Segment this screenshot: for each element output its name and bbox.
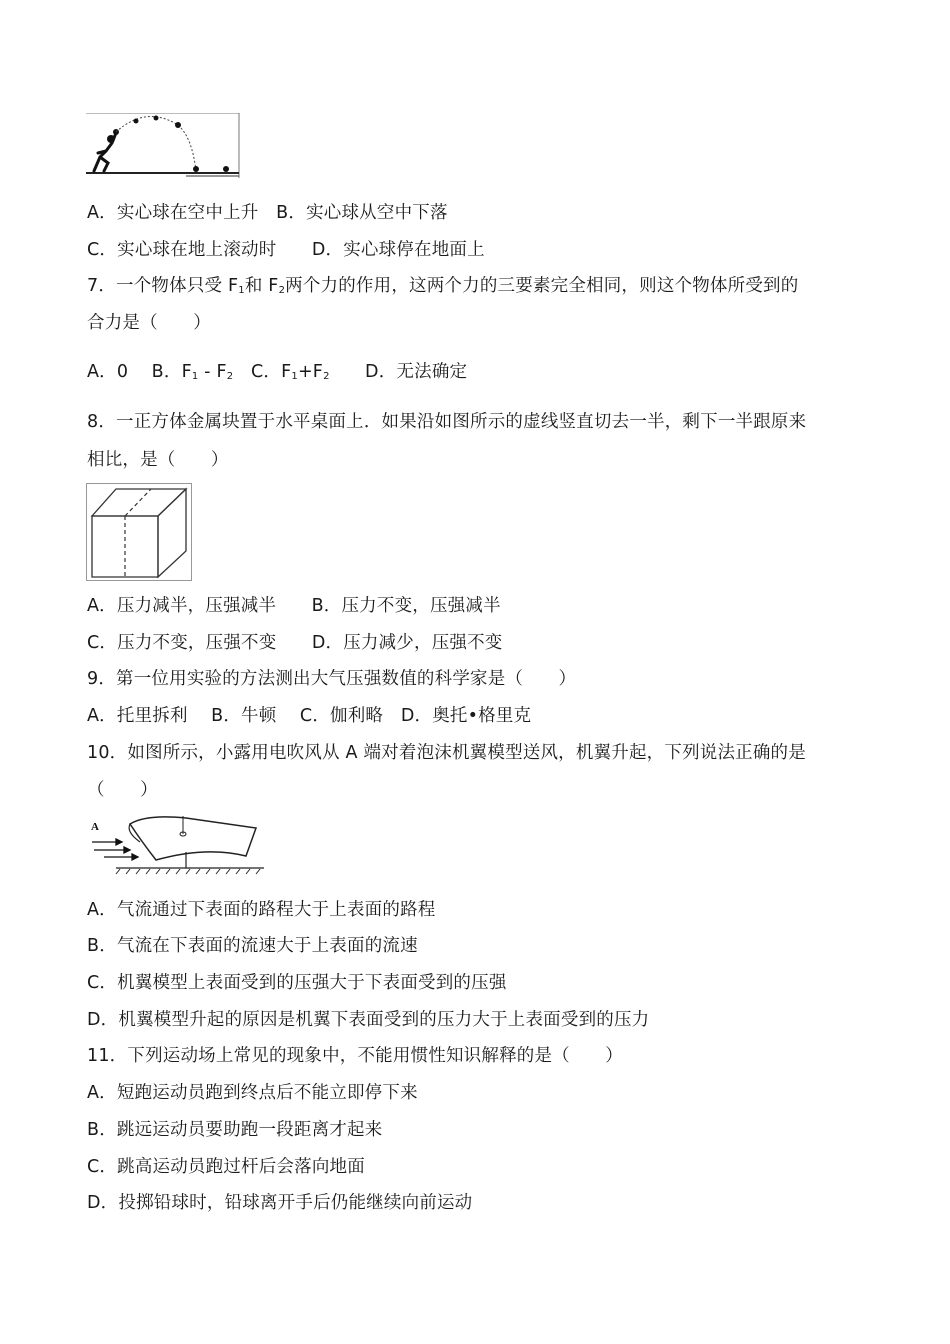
q10-option-d: D．机翼模型升起的原因是机翼下表面受到的压力大于上表面受到的压力 [87, 1010, 650, 1030]
q8-options-cd: C．压力不变，压强不变 D．压力减少，压强不变 [87, 633, 503, 653]
q7-stem-line1 [87, 274, 798, 303]
q7-option-ab: A．0 B．F [87, 362, 192, 382]
q10-stem-line2: （ ） [87, 780, 158, 800]
q11-option-c: C．跳高运动员跑过杆后会落向地面 [87, 1157, 365, 1177]
q7-subscript-1: 1 [238, 285, 245, 296]
q7-option-c-mid: +F [297, 362, 324, 382]
q7-subscript-2: 2 [278, 285, 286, 296]
q10-stem-line1: 10．如图所示，小露用电吹风从 A 端对着泡沫机翼模型送风，机翼升起，下列说法正确的是 [87, 743, 806, 763]
airflow-label: A [91, 821, 99, 833]
q10-option-b: B．气流在下表面的流速大于上表面的流速 [87, 936, 418, 956]
q7-option-c: C．F [233, 362, 292, 382]
q10-option-a: A．气流通过下表面的路程大于上表面的路程 [87, 900, 436, 920]
q7-option-c-sub1: 1 [291, 371, 298, 382]
q8-stem-line1: 8．一正方体金属块置于水平桌面上．如果沿如图所示的虚线竖直切去一半，剩下一半跟原来 [87, 412, 807, 432]
q11-option-b: B．跳远运动员要助跑一段距离才起来 [87, 1120, 383, 1140]
q11-stem: 11．下列运动场上常见的现象中，不能用惯性知识解释的是（ ） [87, 1046, 623, 1066]
cube-figure [86, 483, 192, 581]
shot-put-figure [86, 113, 240, 179]
q7-option-b-sub1: 1 [191, 371, 199, 382]
q7-option-b-sub2: 2 [226, 371, 234, 382]
q7-stem-pre: 7．一个物体只受 F [87, 276, 239, 296]
q7-options [87, 360, 467, 389]
q6-options-ab: A．实心球在空中上升 B．实心球从空中下落 [87, 203, 448, 223]
q7-stem-post: 两个力的作用，这两个力的三要素完全相同，则这个物体所受到的 [285, 276, 799, 296]
q6-options-cd: C．实心球在地上滚动时 D．实心球停在地面上 [87, 240, 485, 260]
wing-model-figure [86, 812, 266, 880]
q7-option-c-sub2: 2 [323, 371, 330, 382]
q7-stem-line2: 合力是（ ） [87, 313, 211, 333]
q8-stem-line2: 相比，是（ ） [87, 450, 229, 470]
q11-option-d: D．投掷铅球时，铅球离开手后仍能继续向前运动 [87, 1193, 473, 1213]
q7-stem-mid: 和 F [244, 276, 279, 296]
q9-options: A．托里拆利 B．牛顿 C．伽利略 D．奥托•格里克 [87, 706, 532, 726]
q10-option-c: C．机翼模型上表面受到的压强大于下表面受到的压强 [87, 973, 507, 993]
q9-stem: 9．第一位用实验的方法测出大气压强数值的科学家是（ ） [87, 669, 577, 689]
q8-options-ab: A．压力减半，压强减半 B．压力不变，压强减半 [87, 596, 501, 616]
q11-option-a: A．短跑运动员跑到终点后不能立即停下来 [87, 1083, 418, 1103]
q7-option-b-mid: - F [198, 362, 227, 382]
q7-option-d: D．无法确定 [329, 362, 468, 382]
